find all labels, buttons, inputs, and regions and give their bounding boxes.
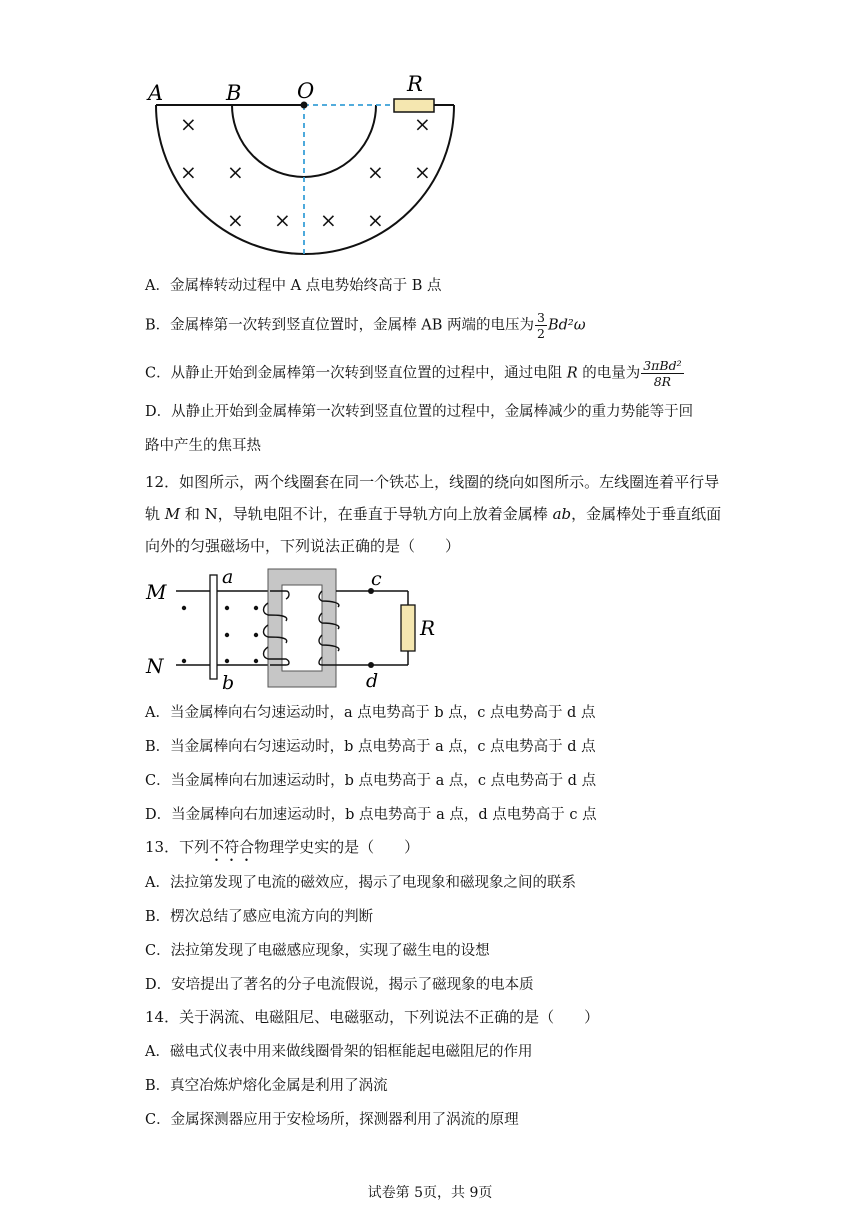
svg-text:×: × <box>414 112 431 136</box>
label-d: d <box>366 670 379 692</box>
label-M: M <box>146 580 167 604</box>
label-N: N <box>146 654 164 678</box>
q12-stem-line3: 向外的匀强磁场中，下列说法正确的是（ ） <box>145 537 461 555</box>
q12-option-a: A．当金属棒向右匀速运动时，a 点电势高于 b 点，c 点电势高于 d 点 <box>145 705 596 721</box>
q12-stem-line2: 轨 M 和 N，导轨电阻不计，在垂直于导轨方向上放着金属棒 ab，金属棒处于垂直纸面 <box>145 505 722 523</box>
q13-stem: 13．下列不符合物理学史实的是（ ） <box>145 838 420 856</box>
label-A: A <box>148 81 164 105</box>
q13-option-d: D．安培提出了著名的分子电流假说，揭示了磁现象的电本质 <box>145 977 534 993</box>
svg-text:×: × <box>320 208 337 232</box>
svg-text:×: × <box>227 160 244 184</box>
q11-option-b: B．金属棒第一次转到竖直位置时，金属棒 AB 两端的电压为 $\frac{3}{2}$ Bd²ω <box>145 310 586 341</box>
label-R: R <box>407 75 423 96</box>
figure-coils-iron-core <box>140 565 450 695</box>
q11-option-c: C．从静止开始到金属棒第一次转到竖直位置的过程中，通过电阻 R 的电量为 $\frac{\text{3πBd²}}{8R}$ <box>145 358 682 389</box>
emphasis-not-conform: 不符合 <box>209 838 255 856</box>
label-B: B <box>226 81 242 105</box>
label-O: O <box>297 79 315 103</box>
svg-text:×: × <box>180 112 197 136</box>
label-a: a <box>222 566 234 588</box>
q12-option-b: B．当金属棒向右匀速运动时，b 点电势高于 a 点，c 点电势高于 d 点 <box>145 739 596 755</box>
q11-option-d-line1: D．从静止开始到金属棒第一次转到竖直位置的过程中，金属棒减少的重力势能等于回 <box>145 404 694 420</box>
q13-option-a: A．法拉第发现了电流的磁效应，揭示了电现象和磁现象之间的联系 <box>145 875 576 891</box>
q13-option-c: C．法拉第发现了电磁感应现象，实现了磁生电的设想 <box>145 943 490 959</box>
label-b: b <box>222 672 235 694</box>
q12-stem-line1: 12．如图所示，两个线圈套在同一个铁芯上，线圈的绕向如图所示。左线圈连着平行导 <box>145 473 720 491</box>
svg-text:×: × <box>274 208 291 232</box>
svg-text:×: × <box>227 208 244 232</box>
svg-text:×: × <box>367 160 384 184</box>
q14-option-c: C．金属探测器应用于安检场所，探测器利用了涡流的原理 <box>145 1112 519 1128</box>
magnetic-field-dots <box>182 606 258 663</box>
q11-option-d-line2: 路中产生的焦耳热 <box>145 438 261 454</box>
svg-text:×: × <box>367 208 384 232</box>
svg-text:×: × <box>414 160 431 184</box>
magnetic-field-crosses <box>180 112 431 232</box>
figure-semicircle-rails <box>140 75 470 265</box>
fraction-charge: $\frac{\text{3πBd²}}{8R}$ <box>643 358 682 389</box>
svg-text:×: × <box>180 160 197 184</box>
q14-stem: 14．关于涡流、电磁阻尼、电磁驱动，下列说法不正确的是（ ） <box>145 1008 600 1026</box>
page-footer: 试卷第 5页，共 9页 <box>367 1185 493 1201</box>
q13-option-b: B．楞次总结了感应电流方向的判断 <box>145 909 374 925</box>
q11-option-a: A．金属棒转动过程中 A 点电势始终高于 B 点 <box>145 278 442 294</box>
label-R2: R <box>420 616 436 640</box>
q12-option-c: C．当金属棒向右加速运动时，b 点电势高于 a 点，c 点电势高于 d 点 <box>145 773 597 789</box>
q14-option-b: B．真空冶炼炉熔化金属是利用了涡流 <box>145 1078 388 1094</box>
fraction-3-2: $\frac{3}{2}$ <box>537 310 545 341</box>
label-c: c <box>371 568 382 590</box>
q12-option-d: D．当金属棒向右加速运动时，b 点电势高于 a 点，d 点电势高于 c 点 <box>145 807 597 823</box>
q14-option-a: A．磁电式仪表中用来做线圈骨架的铝框能起电磁阻尼的作用 <box>145 1044 533 1060</box>
